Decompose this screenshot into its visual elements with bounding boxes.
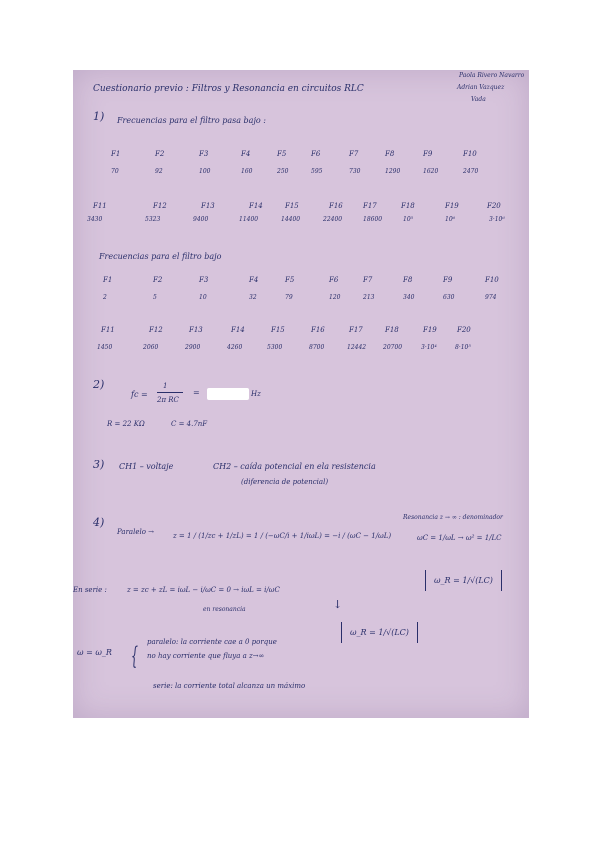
redacted-value <box>207 388 249 400</box>
q2-r: R = 22 KΩ <box>107 420 145 428</box>
frequency-label: F13 <box>201 202 215 210</box>
frequency-value: 340 <box>403 294 415 301</box>
q3-ch2-note: (diferencia de potencial) <box>241 478 329 486</box>
frequency-label: F4 <box>241 150 251 158</box>
frequency-value: 250 <box>277 168 289 175</box>
q4-serie-label: En serie : <box>73 586 107 594</box>
frequency-label: F9 <box>423 150 433 158</box>
frequency-label: F4 <box>249 276 259 284</box>
frequency-label: F7 <box>363 276 373 284</box>
frequency-value: 2470 <box>463 168 479 175</box>
frequency-value: 974 <box>485 294 497 301</box>
q4-paralelo-eq: z = 1 / (1/zc + 1/zL) = 1 / (−ωC/i + 1/iωL) = −i / (ωC − 1/ωL) <box>173 532 392 540</box>
frequency-value: 3·10⁶ <box>489 216 505 223</box>
frequency-label: F7 <box>349 150 359 158</box>
frequency-label: F10 <box>485 276 499 284</box>
frequency-value: 79 <box>285 294 293 301</box>
frequency-label: F20 <box>487 202 501 210</box>
frequency-label: F9 <box>443 276 453 284</box>
q3-ch1: CH1 – voltaje <box>119 462 174 471</box>
frequency-label: F11 <box>93 202 107 210</box>
q2-eq: = <box>193 388 200 397</box>
frequency-value: 5323 <box>145 216 161 223</box>
frequency-label: F16 <box>329 202 343 210</box>
frequency-label: F8 <box>403 276 413 284</box>
frequency-value: 1620 <box>423 168 439 175</box>
frequency-label: F3 <box>199 150 209 158</box>
q4-down-arrow: ↓ <box>333 598 343 611</box>
frequency-label: F11 <box>101 326 115 334</box>
frequency-value: 1290 <box>385 168 401 175</box>
frequency-label: F1 <box>103 276 113 284</box>
q2-num: 1 <box>163 382 168 390</box>
frequency-label: F18 <box>385 326 399 334</box>
frequency-value: 2900 <box>185 344 201 351</box>
q3-number: 3) <box>93 458 105 471</box>
q2-den: 2π RC <box>157 396 179 404</box>
frequency-label: F14 <box>231 326 245 334</box>
frequency-value: 18600 <box>363 216 383 223</box>
q2-c: C = 4.7nF <box>171 420 208 428</box>
q4-serie-eq: z = zc + zL = iωL − i/ωC = 0 → iωL = i/ωC <box>127 586 280 594</box>
frequency-label: F1 <box>111 150 121 158</box>
frequency-label: F12 <box>153 202 167 210</box>
frequency-label: F10 <box>463 150 477 158</box>
q1-highpass-title: Frecuencias para el filtro pasa bajo : <box>117 116 266 125</box>
frequency-value: 22400 <box>323 216 343 223</box>
frequency-label: F14 <box>249 202 263 210</box>
frequency-label: F17 <box>349 326 363 334</box>
frequency-value: 9400 <box>193 216 209 223</box>
q4-serie-note: en resonancia <box>203 606 246 613</box>
frequency-label: F16 <box>311 326 325 334</box>
q2-number: 2) <box>93 378 105 391</box>
frequency-value: 730 <box>349 168 361 175</box>
q3-ch2: CH2 – caída potencial en ela resistencia <box>213 462 376 471</box>
frequency-value: 32 <box>249 294 257 301</box>
q2-fc: fc = <box>131 390 148 399</box>
frequency-label: F12 <box>149 326 163 334</box>
frequency-label: F5 <box>277 150 287 158</box>
frequency-label: F6 <box>329 276 339 284</box>
frequency-value: 8700 <box>309 344 325 351</box>
q4-wr-label: ω = ω_R <box>77 648 112 657</box>
frequency-label: F19 <box>423 326 437 334</box>
q1-lowpass-title: Frecuencias para el filtro bajo <box>99 252 222 261</box>
frequency-label: F2 <box>153 276 163 284</box>
q2-unit: Hz <box>251 390 261 398</box>
author-2: Adrian Vazquez <box>457 84 505 91</box>
frequency-label: F2 <box>155 150 165 158</box>
frequency-value: 2060 <box>143 344 159 351</box>
q4-brace: { <box>131 642 138 671</box>
frequency-label: F13 <box>189 326 203 334</box>
frequency-label: F5 <box>285 276 295 284</box>
frequency-value: 10 <box>199 294 207 301</box>
frequency-label: F20 <box>457 326 471 334</box>
frequency-value: 10⁶ <box>445 216 456 223</box>
frequency-label: F15 <box>285 202 299 210</box>
q4-serie-text: serie: la corriente total alcanza un máximo <box>153 682 306 690</box>
frequency-value: 3430 <box>87 216 103 223</box>
frequency-value: 5 <box>153 294 157 301</box>
q4-paralelo-label: Paralelo → <box>117 528 155 536</box>
q4-box1: ω_R = 1/√(LC) <box>425 570 502 591</box>
frequency-label: F6 <box>311 150 321 158</box>
frequency-value: 5300 <box>267 344 283 351</box>
frequency-value: 595 <box>311 168 323 175</box>
q4-box2: ω_R = 1/√(LC) <box>341 622 418 643</box>
frequency-value: 14400 <box>281 216 301 223</box>
frequency-value: 8·10⁵ <box>455 344 471 351</box>
frequency-value: 20700 <box>383 344 403 351</box>
frequency-value: 160 <box>241 168 253 175</box>
q4-paralelo-text2: no hay corriente que fluya a z→∞ <box>147 652 265 660</box>
frequency-value: 1450 <box>97 344 113 351</box>
frequency-value: 4260 <box>227 344 243 351</box>
frequency-value: 3·10⁴ <box>421 344 437 351</box>
frequency-value: 213 <box>363 294 375 301</box>
q4-side-eq: ωC = 1/ωL → ω² = 1/LC <box>417 534 502 542</box>
frequency-label: F15 <box>271 326 285 334</box>
frequency-value: 12442 <box>347 344 367 351</box>
frequency-value: 70 <box>111 168 119 175</box>
page-title: Cuestionario previo : Filtros y Resonancia en circuitos RLC <box>93 84 364 94</box>
q4-side-note: Resonancia z → ∞ : denominador <box>403 514 503 521</box>
frequency-value: 630 <box>443 294 455 301</box>
frequency-value: 100 <box>199 168 211 175</box>
q4-number: 4) <box>93 516 105 529</box>
frequency-label: F8 <box>385 150 395 158</box>
frequency-label: F19 <box>445 202 459 210</box>
frequency-label: F3 <box>199 276 209 284</box>
q2-fraction-bar <box>157 392 183 393</box>
frequency-label: F18 <box>401 202 415 210</box>
frequency-value: 2 <box>103 294 107 301</box>
author-1: Paola Rivero Navarro <box>459 72 525 79</box>
frequency-value: 92 <box>155 168 163 175</box>
notebook-page <box>73 70 529 718</box>
q1-number: 1) <box>93 110 105 123</box>
q4-paralelo-text1: paralelo: la corriente cae a 0 porque <box>147 638 277 646</box>
frequency-value: 11400 <box>239 216 259 223</box>
frequency-value: 10⁵ <box>403 216 414 223</box>
frequency-label: F17 <box>363 202 377 210</box>
frequency-value: 120 <box>329 294 341 301</box>
author-3: Vada <box>471 96 486 103</box>
